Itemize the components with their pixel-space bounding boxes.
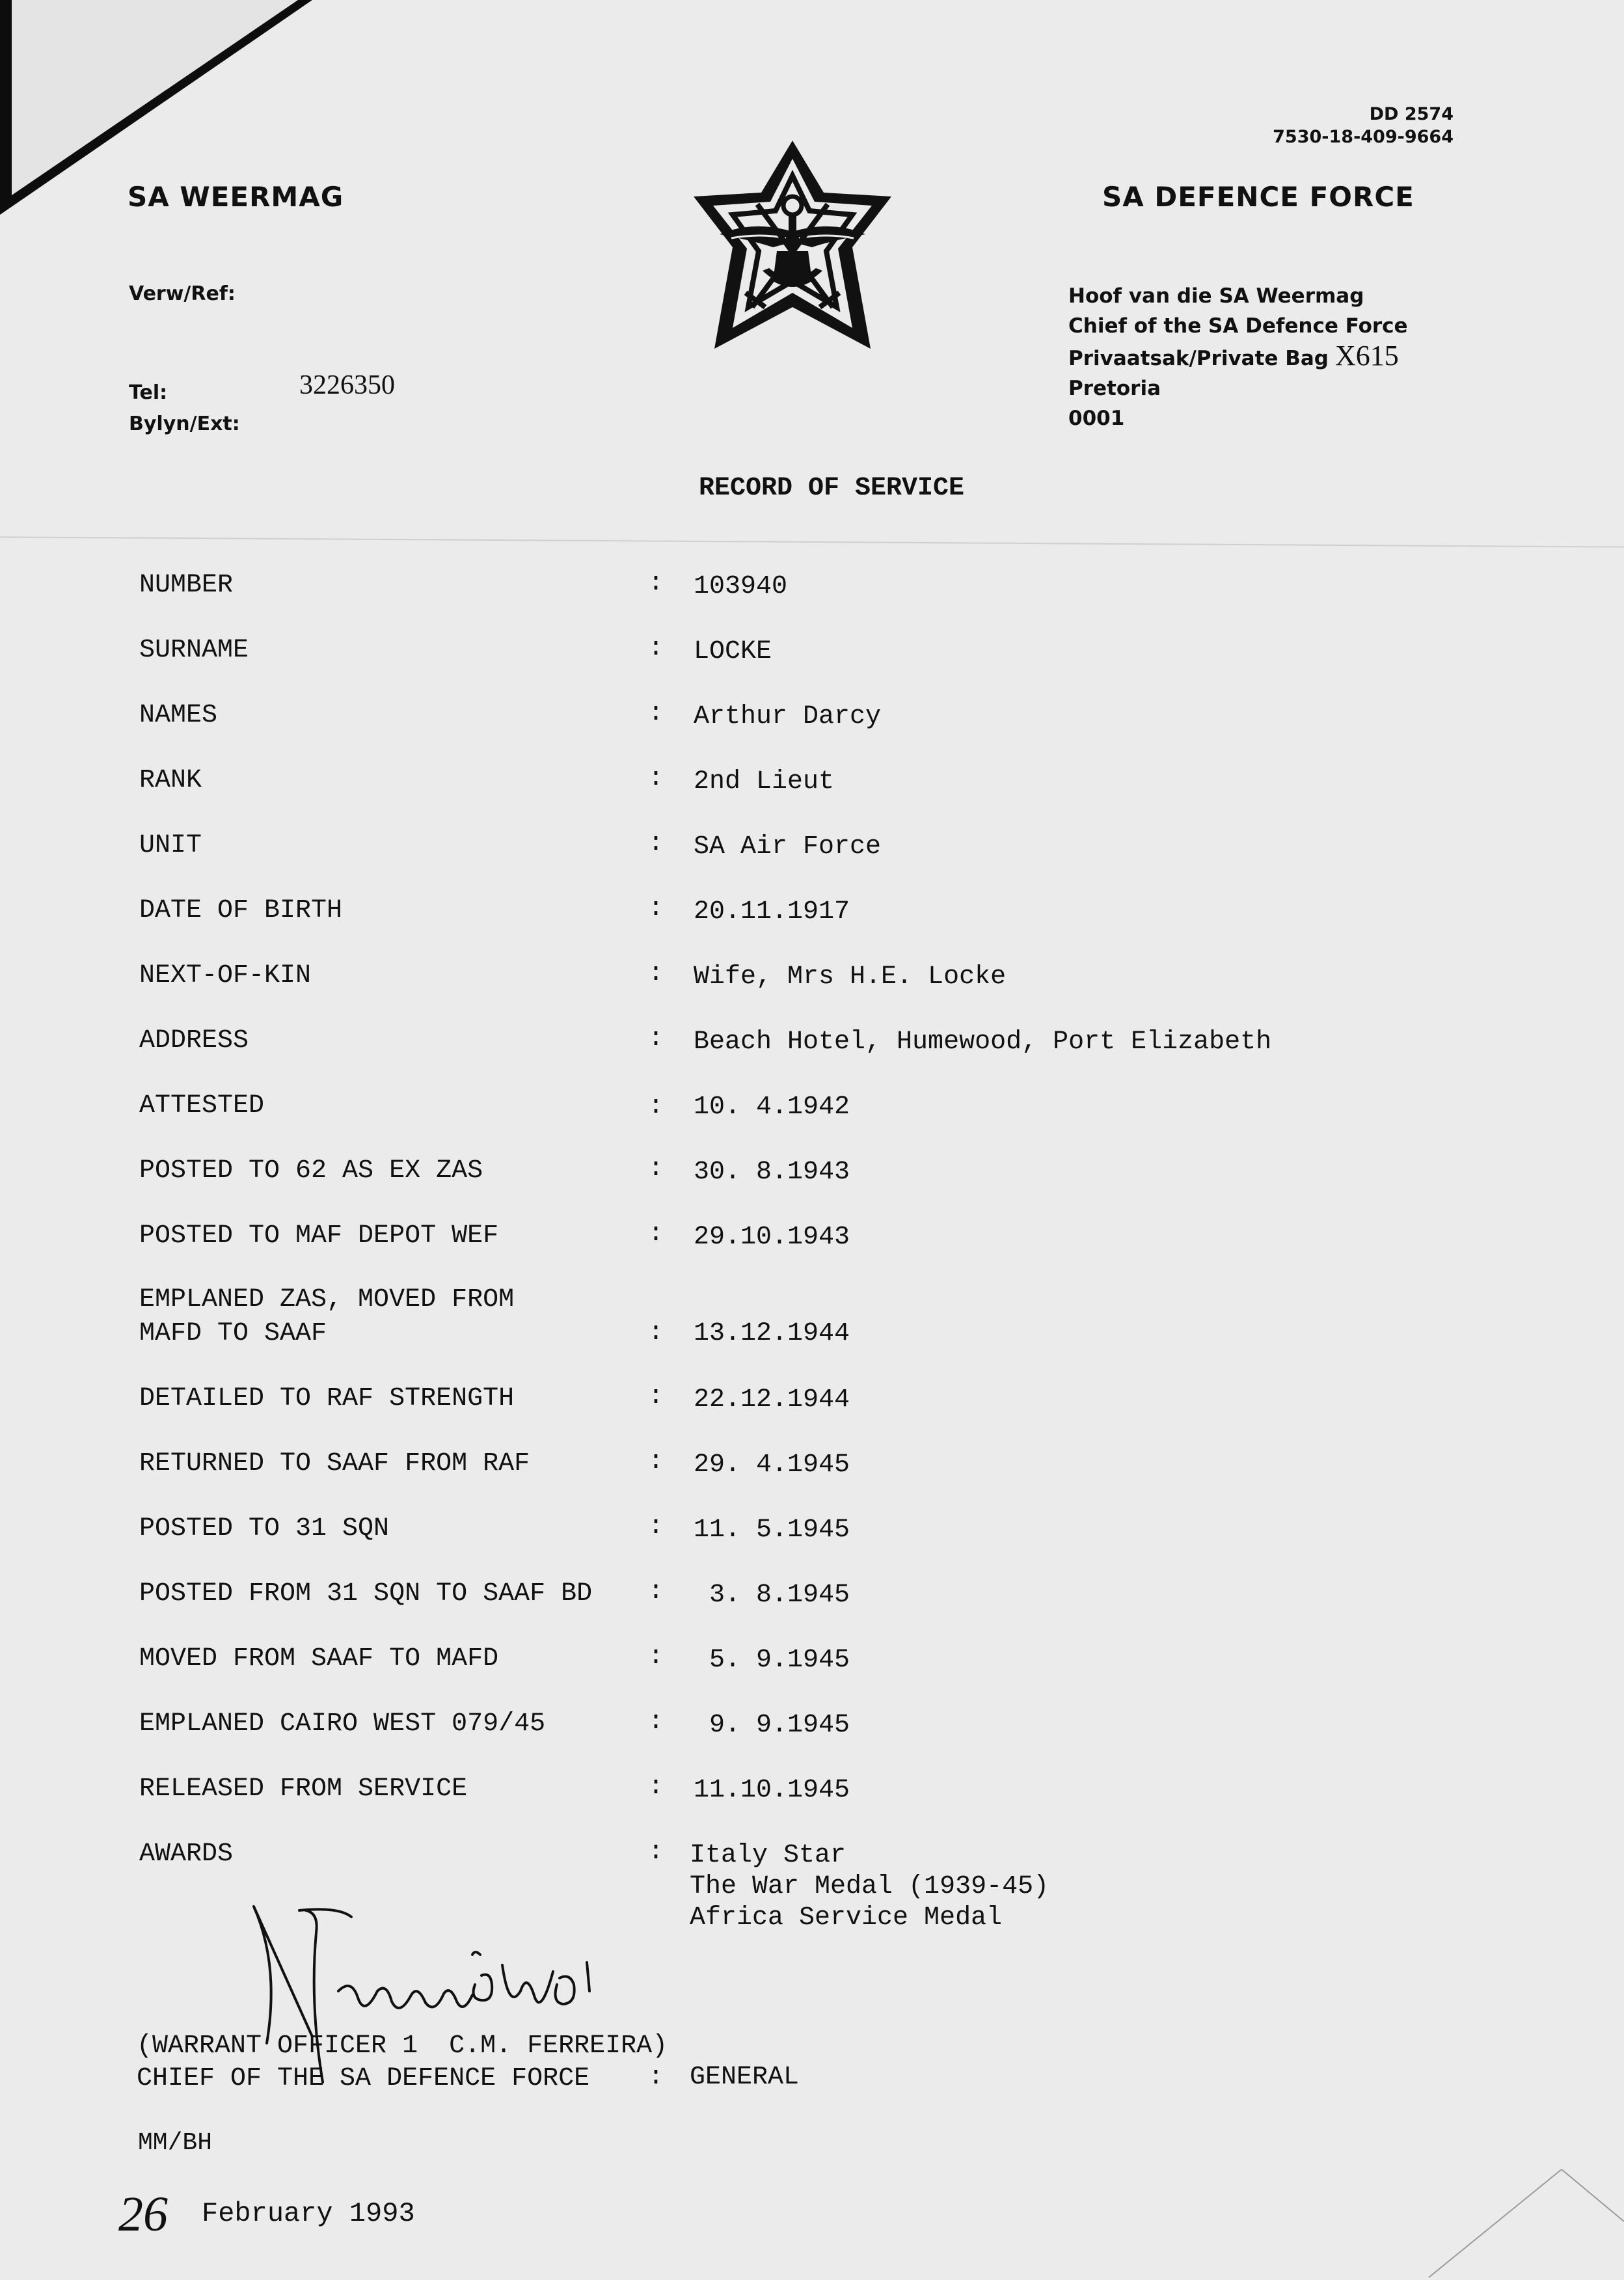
- address-line: 0001: [1068, 407, 1125, 430]
- address-line: Hoof van die SA Weermag: [1068, 284, 1364, 308]
- record-label: POSTED TO 31 SQN: [139, 1514, 390, 1543]
- document-title: RECORD OF SERVICE: [698, 474, 965, 503]
- record-colon: :: [648, 764, 664, 793]
- record-label: SURNAME: [139, 636, 249, 665]
- record-value: LOCKE: [694, 637, 772, 666]
- record-colon: :: [648, 1154, 664, 1184]
- record-label: RELEASED FROM SERVICE: [139, 1774, 468, 1804]
- record-label: RANK: [139, 766, 202, 795]
- record-colon: :: [648, 1318, 664, 1348]
- record-value: Wife, Mrs H.E. Locke: [694, 962, 1007, 992]
- record-value: 103940: [694, 572, 788, 601]
- sadf-emblem-icon: [682, 137, 903, 358]
- ext-label: Bylyn/Ext:: [129, 413, 240, 435]
- telephone-labels: [129, 377, 240, 440]
- record-colon: :: [648, 569, 664, 598]
- address-line: Privaatsak/Private Bag: [1068, 347, 1329, 370]
- record-label: ADDRESS: [139, 1026, 249, 1055]
- signatory-for-line: CHIEF OF THE SA DEFENCE FORCE: [137, 2064, 590, 2093]
- signatory-rank: GENERAL: [690, 2063, 800, 2092]
- record-label: POSTED TO MAF DEPOT WEF: [139, 1221, 499, 1251]
- address-line: Chief of the SA Defence Force: [1068, 314, 1408, 338]
- record-value: 20.11.1917: [694, 897, 850, 927]
- record-colon: :: [648, 1577, 664, 1607]
- record-label: NUMBER: [139, 571, 234, 600]
- record-colon: :: [648, 829, 664, 858]
- record-colon: :: [648, 634, 664, 663]
- record-label: POSTED TO 62 AS EX ZAS: [139, 1156, 483, 1186]
- record-label: DETAILED TO RAF STRENGTH: [139, 1384, 515, 1413]
- record-colon: :: [648, 1447, 664, 1476]
- emblem-shield: [773, 251, 812, 287]
- signatory-name: (WARRANT OFFICER 1 C.M. FERREIRA): [137, 2031, 668, 2061]
- record-colon: :: [648, 1838, 664, 1867]
- record-value: 29. 4.1945: [694, 1450, 850, 1480]
- record-value: Arthur Darcy: [694, 702, 882, 731]
- fold-crease: [1425, 2167, 1624, 2280]
- form-code-block: [1273, 103, 1454, 148]
- record-label: NAMES: [139, 701, 218, 730]
- record-label: AWARDS: [139, 1839, 234, 1869]
- record-label: DATE OF BIRTH: [139, 896, 343, 925]
- record-label: MOVED FROM SAAF TO MAFD: [139, 1644, 499, 1674]
- record-colon: :: [648, 959, 664, 988]
- record-label: EMPLANED CAIRO WEST 079/45: [139, 1709, 546, 1739]
- private-bag-number: X615: [1334, 340, 1399, 372]
- record-colon: :: [648, 1382, 664, 1411]
- record-colon: :: [648, 1092, 664, 1121]
- divider-line: [0, 536, 1624, 547]
- signature-colon: :: [648, 2063, 664, 2092]
- record-value: 3. 8.1945: [694, 1581, 850, 1610]
- record-colon: :: [648, 699, 664, 728]
- record-value: 22.12.1944: [694, 1385, 850, 1415]
- address-line-private-bag: [1068, 341, 1408, 373]
- record-colon: :: [648, 894, 664, 923]
- record-value: 9. 9.1945: [694, 1711, 850, 1740]
- form-stock-number: 7530-18-409-9664: [1273, 127, 1454, 147]
- reference-initials: MM/BH: [138, 2129, 213, 2157]
- record-label: RETURNED TO SAAF FROM RAF: [139, 1449, 530, 1478]
- tel-label: Tel:: [129, 381, 168, 404]
- record-value: 2nd Lieut: [694, 767, 835, 796]
- signature-block: [137, 2030, 668, 2095]
- record-label: EMPLANED ZAS, MOVED FROM MAFD TO SAAF: [139, 1285, 515, 1348]
- form-code: DD 2574: [1369, 104, 1454, 124]
- reference-label: Verw/Ref:: [129, 282, 236, 305]
- record-value: 29.10.1943: [694, 1223, 850, 1252]
- record-value: 5. 9.1945: [694, 1646, 850, 1675]
- record-label: ATTESTED: [139, 1091, 265, 1120]
- record-colon: :: [648, 1219, 664, 1249]
- tel-value: 3226350: [299, 370, 395, 400]
- date-month-year: February 1993: [202, 2198, 415, 2229]
- postal-address: [1068, 281, 1408, 433]
- record-colon: :: [648, 1707, 664, 1737]
- record-colon: :: [648, 1024, 664, 1053]
- date-day-handwritten: 26: [118, 2187, 168, 2242]
- record-value: SA Air Force: [694, 832, 882, 862]
- folded-corner-underside: [12, 0, 298, 195]
- record-label: NEXT-OF-KIN: [139, 961, 312, 990]
- awards-list: Italy Star The War Medal (1939-45) Africa Service Medal: [690, 1841, 1049, 1933]
- record-label: POSTED FROM 31 SQN TO SAAF BD: [139, 1579, 593, 1608]
- record-label: UNIT: [139, 831, 202, 860]
- record-colon: :: [648, 1512, 664, 1541]
- record-colon: :: [648, 1642, 664, 1672]
- org-name-afrikaans: SA WEERMAG: [128, 181, 344, 213]
- record-colon: :: [648, 1772, 664, 1802]
- record-value: 13.12.1944: [694, 1319, 850, 1348]
- record-value: 11.10.1945: [694, 1776, 850, 1805]
- record-value: 11. 5.1945: [694, 1515, 850, 1545]
- record-value: Beach Hotel, Humewood, Port Elizabeth: [694, 1027, 1272, 1057]
- record-value: 30. 8.1943: [694, 1158, 850, 1187]
- org-name-english: SA DEFENCE FORCE: [1102, 181, 1414, 213]
- record-value: 10. 4.1942: [694, 1092, 850, 1122]
- address-line: Pretoria: [1068, 377, 1161, 400]
